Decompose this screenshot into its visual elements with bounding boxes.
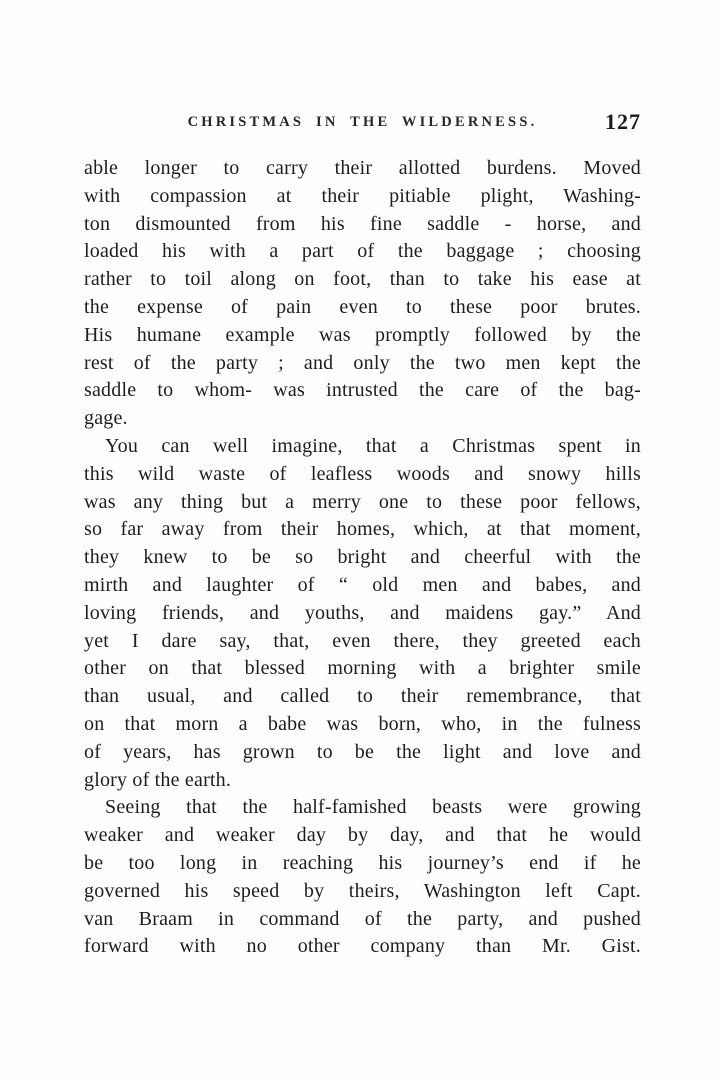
text-line: on that morn a babe was born, who, in the fulness <box>84 712 641 735</box>
text-line: they knew to be so bright and cheerful with the <box>84 546 641 569</box>
text-line: rest of the party ; and only the two men kept the <box>84 351 641 374</box>
text-line: van Braam in command of the party, and pushed <box>84 907 641 930</box>
page-body <box>84 155 641 961</box>
text-line: of years, has grown to be the light and love and <box>84 740 641 763</box>
text-column <box>84 103 641 961</box>
text-line: weaker and weaker day by day, and that he would <box>84 824 641 847</box>
text-line: gage. <box>84 407 128 430</box>
text-line: loving friends, and youths, and maidens gay.” And <box>84 601 641 624</box>
text-line: loaded his with a part of the baggage ; choosing <box>84 240 641 263</box>
text-line: so far away from their homes, which, at that moment, <box>84 518 641 541</box>
text-line: rather to toil along on foot, than to take his ease at <box>84 268 641 291</box>
text-line: with compassion at their pitiable plight, Washing- <box>84 184 641 207</box>
text-line: was any thing but a merry one to these poor fellows, <box>84 490 641 513</box>
paragraph-continued <box>84 155 641 433</box>
text-line: saddle to whom- was intrusted the care of the bag- <box>84 379 641 402</box>
text-line: You can well imagine, that a Christmas spent in <box>105 434 641 457</box>
text-line: governed his speed by theirs, Washington left Capt. <box>84 879 641 902</box>
text-line: than usual, and called to their remembrance, that <box>84 685 641 708</box>
text-line: glory of the earth. <box>84 768 232 791</box>
text-line: Seeing that the half-famished beasts were growing <box>105 796 641 819</box>
page-header <box>84 103 641 133</box>
text-line: be too long in reaching his journey’s end if he <box>84 851 641 874</box>
text-line: this wild waste of leafless woods and snowy hills <box>84 462 641 485</box>
running-title: CHRISTMAS IN THE WILDERNESS. <box>187 114 538 130</box>
text-line: the expense of pain even to these poor brutes. <box>84 295 641 318</box>
text-line: His humane example was promptly followed by the <box>84 323 641 346</box>
text-line: able longer to carry their allotted burdens. Moved <box>84 157 641 179</box>
page-number: 127 <box>605 109 641 134</box>
text-line: ton dismounted from his fine saddle - horse, and <box>84 212 641 235</box>
text-line: mirth and laughter of “ old men and babes, and <box>84 573 641 596</box>
text-line: forward with no other company than Mr. Gist. <box>84 935 641 958</box>
text-line: yet I dare say, that, even there, they greeted each <box>84 629 641 652</box>
paragraph <box>84 794 641 961</box>
paragraph <box>84 433 641 794</box>
text-line: other on that blessed morning with a brighter smile <box>84 657 641 680</box>
